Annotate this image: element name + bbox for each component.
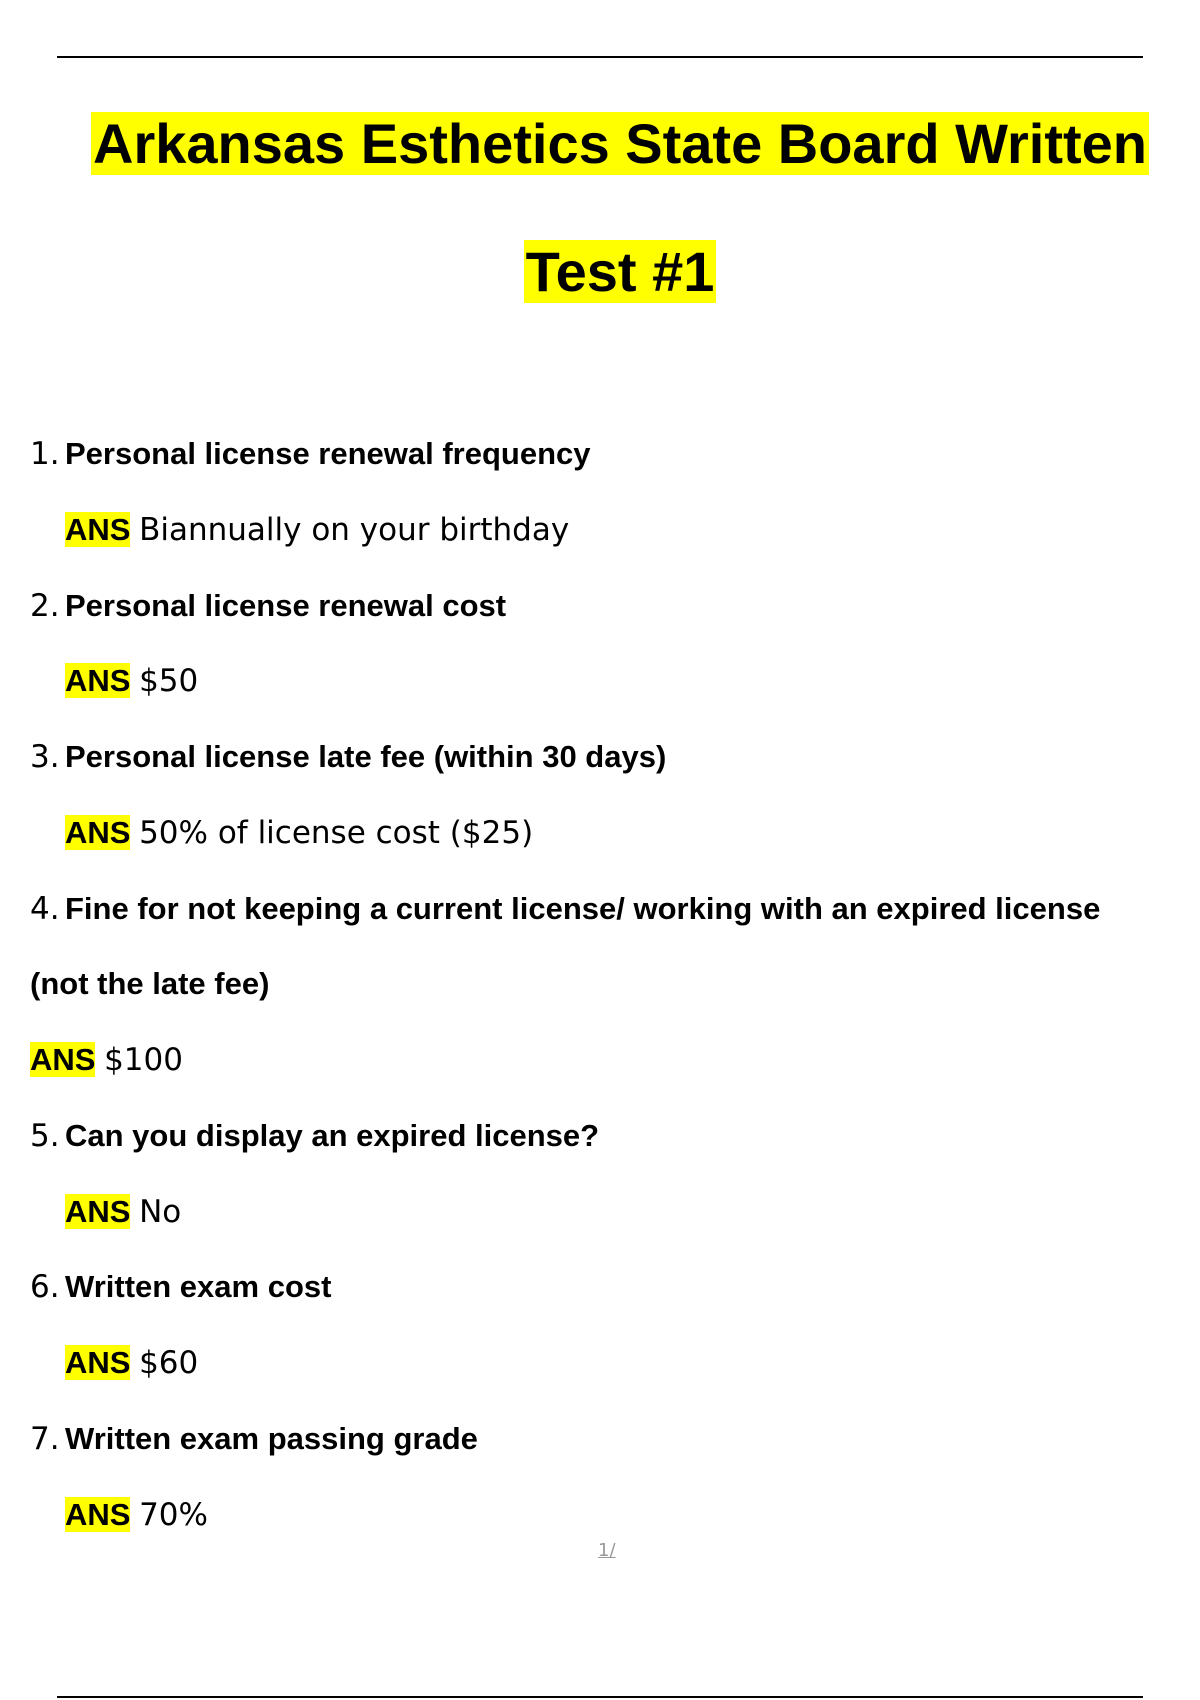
answer-tag: ANS [65,512,131,547]
answer-4 [30,1040,183,1080]
question-number: 1. [30,436,60,472]
question-4 [30,889,1100,929]
question-number: 5. [30,1118,60,1154]
answer-7 [65,1495,208,1535]
question-5 [30,1116,599,1156]
answer-text: Biannually on your birthday [139,512,570,548]
answer-5 [65,1192,181,1232]
answer-6 [65,1343,198,1383]
answer-text: $60 [139,1345,199,1381]
answer-1 [65,510,569,550]
answer-text: $50 [139,663,199,699]
question-number: 6. [30,1269,60,1305]
answer-2 [65,661,198,701]
answer-tag: ANS [65,815,131,850]
answer-tag: ANS [65,1345,131,1380]
question-number: 4. [30,891,60,927]
question-text: Fine for not keeping a current license/ working with an expired license [65,891,1101,926]
question-text: Written exam cost [65,1269,332,1304]
question-2 [30,586,506,626]
question-1 [30,434,591,474]
question-7 [30,1419,478,1459]
page-title-line-2 [0,240,1200,304]
answer-text: No [139,1194,182,1230]
question-3 [30,737,666,777]
page-number: 1/ [598,1540,616,1561]
answer-text: 50% of license cost ($25) [139,815,534,851]
answer-text: $100 [104,1042,183,1078]
page-title-line-1 [0,112,1200,176]
question-number: 2. [30,588,60,624]
question-text: Personal license renewal frequency [65,436,591,471]
question-6 [30,1267,331,1307]
page-title-highlight: Arkansas Esthetics State Board Written [93,112,1147,175]
question-number: 7. [30,1421,60,1457]
answer-3 [65,813,533,853]
question-text: Written exam passing grade [65,1421,478,1456]
question-number: 3. [30,739,60,775]
answer-tag: ANS [65,1194,131,1229]
question-text: Personal license late fee (within 30 days) [65,739,667,774]
answer-text: 70% [139,1497,208,1533]
page-title-highlight: Test #1 [525,240,715,303]
answer-tag: ANS [65,663,131,698]
answer-tag: ANS [30,1042,96,1077]
question-text: Can you display an expired license? [65,1118,600,1153]
bottom-rule [57,1696,1143,1698]
answer-tag: ANS [65,1497,131,1532]
top-rule [57,56,1143,58]
question-text: Personal license renewal cost [65,588,507,623]
question-4-continuation: (not the late fee) [30,966,270,1001]
